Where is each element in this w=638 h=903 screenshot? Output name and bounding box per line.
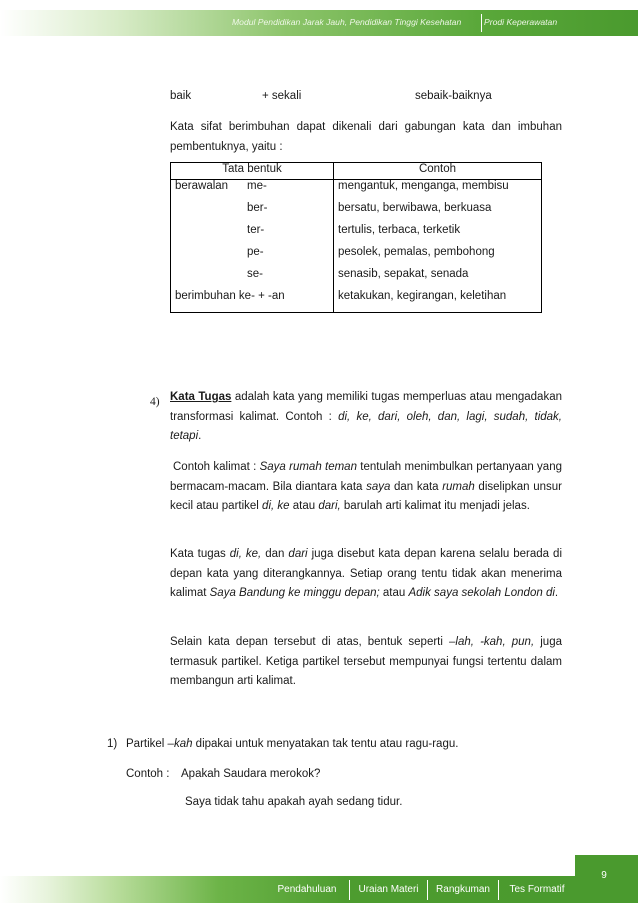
page-number: 9: [601, 870, 607, 881]
table-cell-affix: ter-: [243, 224, 334, 246]
text-span: di, ke, dari, oleh, dan, lagi, sudah, tidak, tetapi: [170, 410, 562, 442]
example-plus: + sekali: [262, 90, 302, 102]
nav-tes-formatif[interactable]: Tes Formatif: [509, 884, 565, 895]
header-program: Prodi Keperawatan: [484, 17, 558, 27]
text-span: Partikel: [126, 738, 168, 750]
table-cell-label: berimbuhan ke- + -an: [171, 290, 334, 313]
text-span: .: [198, 430, 202, 442]
table-cell-example: pesolek, pemalas, pembohong: [334, 246, 542, 268]
contoh-line-1: Apakah Saudara merokok?: [181, 768, 321, 780]
example-word: baik: [170, 90, 192, 102]
nav-pendahuluan[interactable]: Pendahuluan: [277, 884, 337, 895]
table-cell-affix: se-: [243, 268, 334, 290]
table-cell-example: senasib, sepakat, senada: [334, 268, 542, 290]
text-span: atau: [379, 587, 409, 599]
kata-tugas-paragraph: [170, 388, 562, 447]
table-cell-label: [171, 224, 244, 246]
text-span: Contoh kalimat :: [173, 461, 260, 473]
text-span: tentulah menimbulkan pertanyaan yang bermacam-macam. Bila diantara kata: [170, 461, 562, 493]
nav-uraian-materi[interactable]: Uraian Materi: [358, 884, 419, 895]
table-cell-example: tertulis, terbaca, terketik: [334, 224, 542, 246]
table-cell-affix: pe-: [243, 246, 334, 268]
header-separator: [481, 14, 482, 32]
table-cell-affix: me-: [243, 180, 334, 203]
text-span: adalah kata yang memiliki tugas memperluas atau mengadakan transformasi kalimat. Contoh :: [170, 391, 562, 423]
text-span: dari,: [318, 500, 341, 512]
intro-paragraph: Kata sifat berimbuhan dapat dikenali dari gabungan kata dan imbuhan pembentuknya, yaitu :: [170, 121, 562, 153]
text-span: dari: [288, 548, 308, 560]
table-header-example: Contoh: [334, 163, 542, 180]
table-row: [171, 268, 542, 290]
table-cell-example: ketakukan, kegirangan, keletihan: [334, 290, 542, 313]
text-span: Adik saya sekolah London di: [408, 587, 555, 599]
text-span: –kah: [167, 738, 193, 750]
text-span: dipakai untuk menyatakan tak tentu atau ragu-ragu.: [192, 738, 459, 750]
affix-table: [170, 162, 542, 313]
text-span: saya: [366, 480, 391, 493]
table-row: [171, 202, 542, 224]
text-span: .: [554, 587, 559, 599]
header-title: Modul Pendidikan Jarak Jauh, Pendidikan Tinggi Kesehatan: [232, 17, 462, 27]
partikel-paragraph: [170, 633, 562, 692]
table-row: [171, 290, 542, 313]
table-cell-example: bersatu, berwibawa, berkuasa: [334, 202, 542, 224]
partikel-number: 1): [107, 738, 118, 750]
text-span: –lah, -kah, pun,: [449, 636, 535, 648]
section-number: 4): [150, 396, 160, 408]
contoh-kalimat-paragraph: [170, 458, 562, 517]
table-row: [171, 246, 542, 268]
table-header-form: Tata bentuk: [171, 163, 334, 180]
table-row: [171, 224, 542, 246]
text-span: di, ke,: [229, 548, 262, 560]
text-span: diselipkan unsur kecil atau partikel: [170, 480, 562, 512]
contoh-line-2: Saya tidak tahu apakah ayah sedang tidur.: [185, 796, 403, 808]
table-cell-label: [171, 268, 244, 290]
text-span: juga termasuk partikel. Ketiga partikel tersebut mempunyai fungsi tertentu dalam membangun arti kalimat.: [170, 636, 562, 687]
kata-depan-paragraph: [170, 545, 562, 604]
contoh-label: Contoh :: [126, 768, 170, 780]
text-span: Saya rumah teman: [259, 461, 357, 473]
text-span: dan: [261, 548, 289, 560]
text-span: juga disebut kata depan karena selalu berada di depan kata yang diterangkannya. Setiap orang tentu tidak akan menerima kalimat: [170, 548, 563, 599]
text-span: dan kata: [390, 480, 443, 493]
term-kata-tugas: Kata Tugas: [170, 391, 232, 403]
table-cell-label: [171, 246, 244, 268]
table-row: [171, 180, 542, 203]
table-cell-label: [171, 202, 244, 224]
nav-rangkuman[interactable]: Rangkuman: [436, 884, 490, 895]
text-span: di, ke: [262, 500, 290, 512]
text-span: Selain kata depan tersebut di atas, bentuk seperti: [170, 636, 450, 648]
text-span: Kata tugas: [170, 548, 230, 560]
table-cell-label: berawalan: [171, 180, 244, 203]
partikel-kah-line: [126, 735, 556, 755]
text-span: barulah arti kalimat itu menjadi jelas.: [340, 500, 530, 512]
text-span: rumah: [442, 480, 475, 493]
table-cell-affix: ber-: [243, 202, 334, 224]
text-span: atau: [289, 500, 319, 512]
text-span: Saya Bandung ke minggu depan;: [209, 587, 380, 599]
example-result: sebaik-baiknya: [415, 90, 492, 102]
table-cell-example: mengantuk, menganga, membisu: [334, 180, 542, 203]
